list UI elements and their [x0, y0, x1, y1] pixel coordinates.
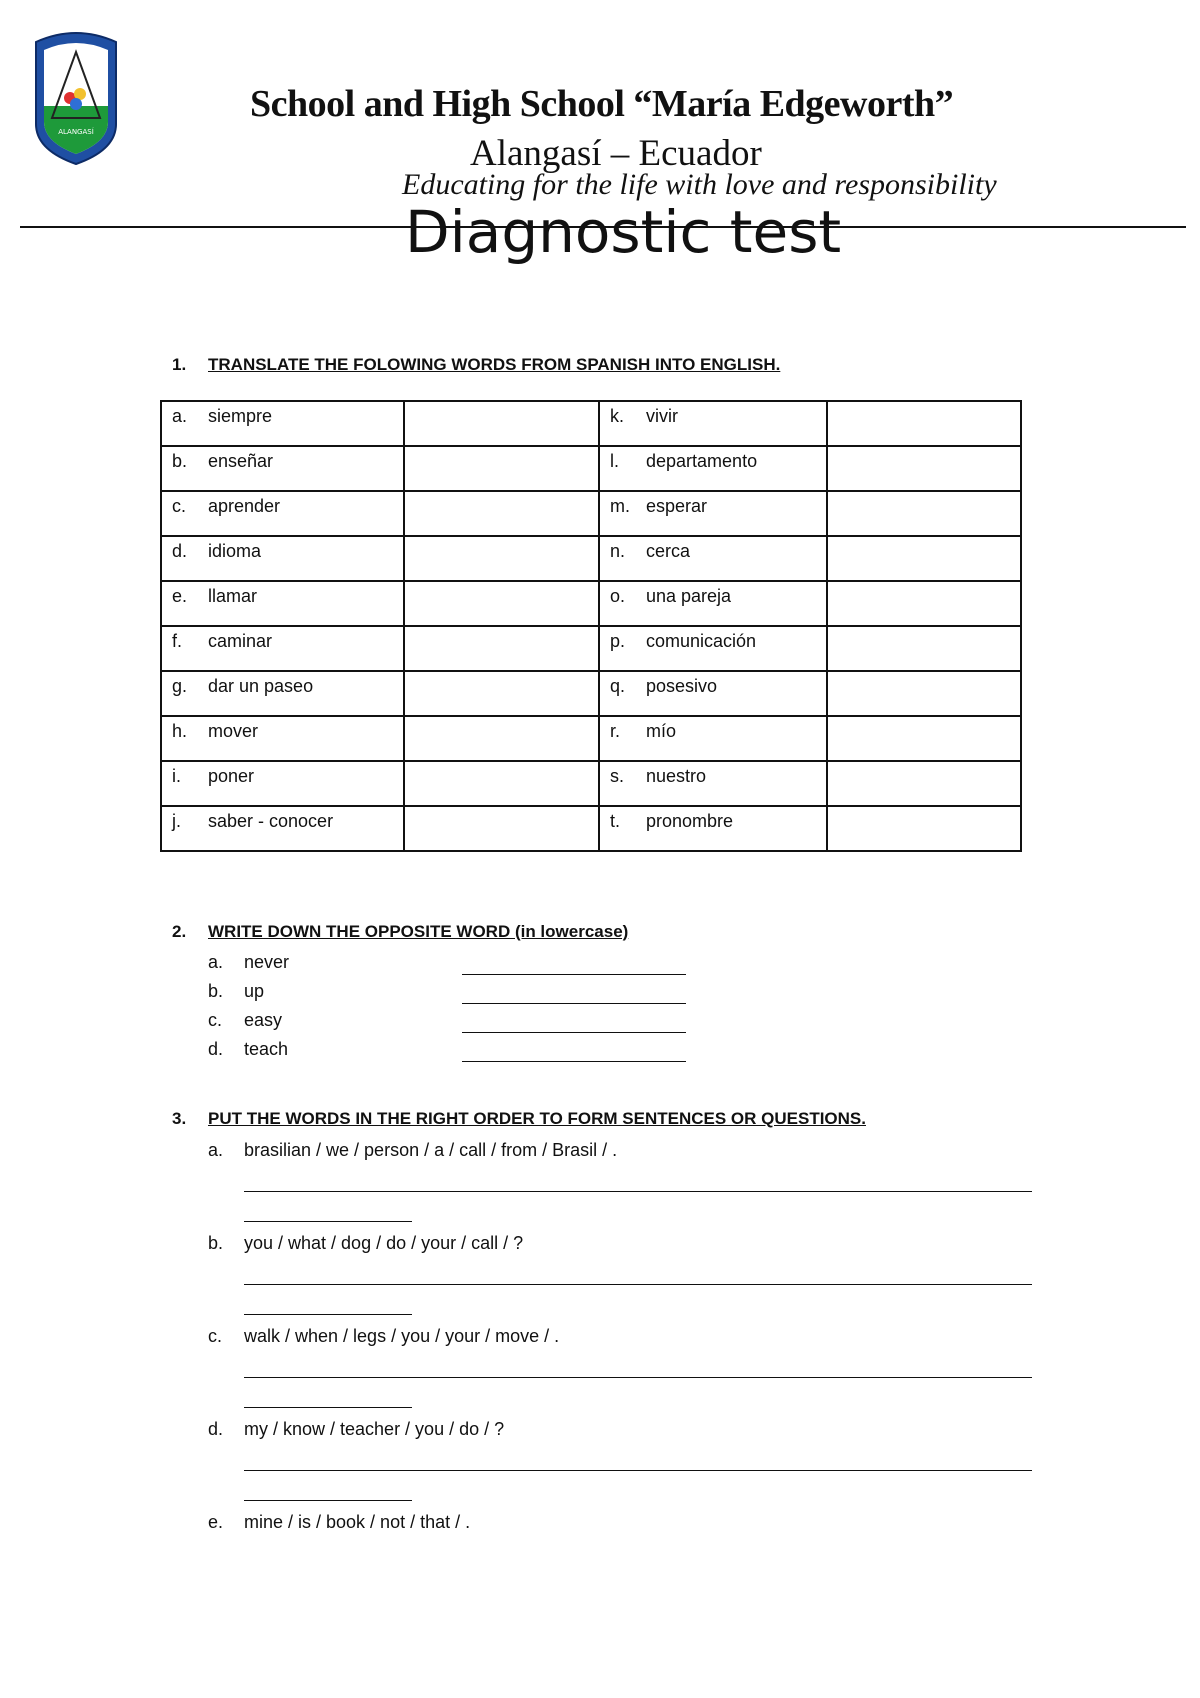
table-row: [161, 671, 1021, 716]
list-item: [208, 1326, 559, 1347]
table-row: [161, 536, 1021, 581]
list-item: [208, 1512, 470, 1533]
opposite-prompt: never: [244, 952, 290, 972]
item-label: i.: [172, 766, 181, 786]
section-number: 3.: [172, 1109, 187, 1128]
scrambled-words: my / know / teacher / you / do / ?: [244, 1419, 505, 1439]
answer-line[interactable]: [244, 1377, 1032, 1378]
scrambled-words: brasilian / we / person / a / call / from / Brasil / .: [244, 1140, 618, 1160]
answer-cell[interactable]: [827, 491, 1021, 536]
list-item: [208, 952, 289, 973]
item-label: f.: [172, 631, 183, 651]
list-item: [208, 1233, 523, 1254]
item-label: k.: [610, 406, 625, 426]
school-logo: [30, 28, 122, 168]
item-label: a.: [208, 952, 224, 972]
spanish-word: pronombre: [646, 811, 734, 831]
vocab-cell: [161, 716, 404, 761]
section-number: 2.: [172, 922, 187, 941]
school-city: Alangasí – Ecuador: [470, 133, 762, 174]
item-label: m.: [610, 496, 630, 516]
answer-cell[interactable]: [404, 671, 599, 716]
list-item: [208, 1140, 617, 1161]
answer-line[interactable]: [462, 1061, 686, 1062]
item-label: e.: [172, 586, 188, 606]
spanish-word: saber - conocer: [208, 811, 334, 831]
table-row: [161, 761, 1021, 806]
vocab-cell: [599, 716, 827, 761]
vocab-cell: [599, 446, 827, 491]
table-row: [161, 626, 1021, 671]
item-label: e.: [208, 1512, 224, 1532]
list-item: [208, 981, 264, 1002]
section-2-heading: [172, 922, 628, 942]
table-row: [161, 581, 1021, 626]
section-number: 1.: [172, 355, 187, 374]
answer-line[interactable]: [244, 1221, 412, 1222]
answer-cell[interactable]: [827, 401, 1021, 446]
spanish-word: aprender: [208, 496, 281, 516]
answer-cell[interactable]: [827, 761, 1021, 806]
section-1-heading: [172, 355, 780, 375]
answer-line[interactable]: [462, 974, 686, 975]
item-label: r.: [610, 721, 621, 741]
item-label: d.: [208, 1039, 224, 1059]
opposite-prompt: easy: [244, 1010, 283, 1030]
vocab-cell: [161, 401, 404, 446]
vocab-cell: [599, 536, 827, 581]
section-3-heading: [172, 1109, 866, 1129]
spanish-word: mío: [646, 721, 677, 741]
spanish-word: mover: [208, 721, 259, 741]
item-label: d.: [172, 541, 188, 561]
scrambled-words: walk / when / legs / you / your / move / .: [244, 1326, 560, 1346]
vocab-cell: [161, 626, 404, 671]
vocab-cell: [161, 806, 404, 851]
spanish-word: poner: [208, 766, 255, 786]
table-row: [161, 446, 1021, 491]
vocab-cell: [161, 491, 404, 536]
vocab-cell: [599, 626, 827, 671]
answer-line[interactable]: [244, 1191, 1032, 1192]
answer-cell[interactable]: [827, 626, 1021, 671]
scrambled-words: mine / is / book / not / that / .: [244, 1512, 471, 1532]
section-title: TRANSLATE THE FOLOWING WORDS FROM SPANISH INTO ENGLISH.: [208, 355, 781, 374]
spanish-word: llamar: [208, 586, 258, 606]
spanish-word: posesivo: [646, 676, 718, 696]
translation-table: [160, 400, 1022, 852]
answer-cell[interactable]: [827, 806, 1021, 851]
spanish-word: enseñar: [208, 451, 274, 471]
item-label: c.: [172, 496, 187, 516]
vocab-cell: [599, 491, 827, 536]
spanish-word: vivir: [646, 406, 678, 426]
vocab-cell: [161, 446, 404, 491]
school-motto: Educating for the life with love and responsibility: [402, 168, 997, 201]
list-item: [208, 1419, 504, 1440]
spanish-word: idioma: [208, 541, 262, 561]
item-label: t.: [610, 811, 621, 831]
answer-line[interactable]: [244, 1284, 1032, 1285]
item-label: b.: [172, 451, 188, 471]
item-label: o.: [610, 586, 626, 606]
vocab-cell: [599, 671, 827, 716]
answer-cell[interactable]: [404, 536, 599, 581]
table-row: [161, 401, 1021, 446]
school-name: School and High School “María Edgeworth”: [250, 83, 954, 125]
answer-line[interactable]: [244, 1407, 412, 1408]
answer-line[interactable]: [244, 1500, 412, 1501]
list-item: [208, 1039, 288, 1060]
vocab-cell: [599, 761, 827, 806]
table-row: [161, 806, 1021, 851]
answer-cell[interactable]: [827, 671, 1021, 716]
table-row: [161, 491, 1021, 536]
item-label: a.: [172, 406, 188, 426]
answer-cell[interactable]: [404, 491, 599, 536]
vocab-cell: [599, 401, 827, 446]
answer-line[interactable]: [244, 1470, 1032, 1471]
spanish-word: siempre: [208, 406, 273, 426]
vocab-cell: [161, 581, 404, 626]
answer-cell[interactable]: [404, 761, 599, 806]
item-label: a.: [208, 1140, 224, 1160]
spanish-word: esperar: [646, 496, 708, 516]
spanish-word: nuestro: [646, 766, 707, 786]
spanish-word: caminar: [208, 631, 273, 651]
item-label: b.: [208, 1233, 224, 1253]
vocab-cell: [599, 581, 827, 626]
answer-cell[interactable]: [404, 446, 599, 491]
answer-cell[interactable]: [404, 626, 599, 671]
vocab-cell: [599, 806, 827, 851]
item-label: p.: [610, 631, 626, 651]
answer-cell[interactable]: [827, 581, 1021, 626]
opposite-prompt: up: [244, 981, 265, 1001]
answer-line[interactable]: [462, 1032, 686, 1033]
vocab-cell: [161, 761, 404, 806]
spanish-word: cerca: [646, 541, 691, 561]
item-label: j.: [172, 811, 181, 831]
spanish-word: una pareja: [646, 586, 732, 606]
item-label: l.: [610, 451, 619, 471]
answer-cell[interactable]: [827, 446, 1021, 491]
vocab-cell: [161, 536, 404, 581]
spanish-word: comunicación: [646, 631, 757, 651]
answer-cell[interactable]: [827, 716, 1021, 761]
item-label: g.: [172, 676, 188, 696]
opposite-prompt: teach: [244, 1039, 289, 1059]
item-label: b.: [208, 981, 224, 1001]
list-item: [208, 1010, 282, 1031]
page-title: Diagnostic test: [405, 198, 842, 266]
item-label: q.: [610, 676, 626, 696]
section-title: PUT THE WORDS IN THE RIGHT ORDER TO FORM SENTENCES OR QUESTIONS.: [208, 1109, 866, 1128]
spanish-word: dar un paseo: [208, 676, 314, 696]
vocab-cell: [161, 671, 404, 716]
item-label: h.: [172, 721, 188, 741]
answer-line[interactable]: [244, 1314, 412, 1315]
answer-line[interactable]: [462, 1003, 686, 1004]
item-label: c.: [208, 1326, 223, 1346]
item-label: c.: [208, 1010, 223, 1030]
answer-cell[interactable]: [404, 716, 599, 761]
table-row: [161, 716, 1021, 761]
section-title: WRITE DOWN THE OPPOSITE WORD (in lowercase): [208, 922, 629, 941]
scrambled-words: you / what / dog / do / your / call / ?: [244, 1233, 524, 1253]
item-label: n.: [610, 541, 626, 561]
item-label: d.: [208, 1419, 224, 1439]
answer-cell[interactable]: [827, 536, 1021, 581]
answer-cell[interactable]: [404, 581, 599, 626]
answer-cell[interactable]: [404, 806, 599, 851]
item-label: s.: [610, 766, 625, 786]
logo-text: ALANGASÍ: [58, 128, 94, 136]
spanish-word: departamento: [646, 451, 758, 471]
answer-cell[interactable]: [404, 401, 599, 446]
